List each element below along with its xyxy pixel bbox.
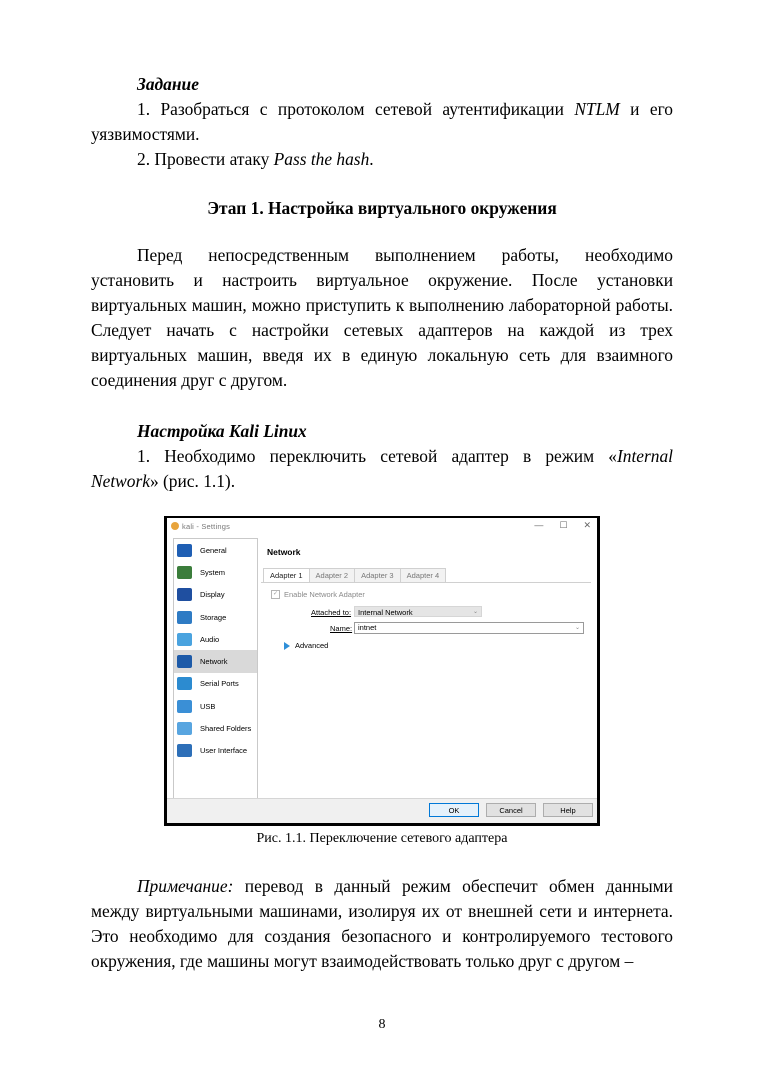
tab-adapter-1[interactable]: Adapter 1	[263, 568, 310, 583]
sidebar-item-label: USB	[200, 701, 216, 711]
sidebar-item-display[interactable]	[174, 584, 257, 606]
name-label: Name:	[330, 624, 353, 633]
task-item-2-rest: .	[369, 149, 374, 169]
minimize-icon[interactable]: —	[534, 520, 544, 530]
chevron-down-icon: ⌄	[574, 625, 580, 631]
adapter-tabs	[263, 568, 445, 582]
sidebar-item-usb[interactable]	[174, 695, 257, 717]
tab-adapter-4[interactable]: Adapter 4	[400, 568, 447, 583]
advanced-expander[interactable]	[284, 641, 328, 650]
attached-to-label: Attached to:	[311, 608, 352, 617]
advanced-label: Advanced	[295, 641, 329, 650]
help-button[interactable]: Help	[543, 803, 593, 817]
close-icon[interactable]: ✕	[583, 520, 591, 530]
sidebar-item-system[interactable]	[174, 561, 257, 583]
window-title: kali - Settings	[182, 521, 231, 531]
enable-adapter-checkbox[interactable]: ✓	[272, 591, 279, 597]
serial-ports-icon	[177, 677, 192, 690]
figure-caption: Рис. 1.1. Переключение сетевого адаптера	[256, 831, 508, 846]
task-item-1	[91, 97, 673, 147]
kali-step-1-term: Internal Network	[91, 446, 673, 491]
sidebar-item-user-interface[interactable]	[174, 740, 257, 762]
network-panel	[259, 538, 597, 799]
tab-adapter-2[interactable]: Adapter 2	[309, 568, 356, 583]
storage-icon	[177, 611, 192, 624]
attached-to-value: Internal Network	[358, 608, 413, 617]
maximize-icon[interactable]: ☐	[559, 520, 568, 530]
stage-title: Этап 1. Настройка виртуального окружения	[207, 198, 557, 218]
note-section	[91, 874, 673, 974]
task-item-2-term: Pass the hash	[273, 149, 370, 169]
adapter-panel	[261, 582, 591, 799]
task-section	[91, 72, 673, 172]
attached-to-select[interactable]	[354, 606, 482, 617]
system-icon	[177, 566, 192, 579]
window-titlebar	[167, 518, 597, 534]
kali-step-1-rest: » (рис. 1.1).	[149, 471, 236, 491]
network-icon	[177, 655, 192, 668]
sidebar-item-network[interactable]	[174, 650, 257, 672]
task-item-2-text: 2. Провести атаку	[137, 149, 274, 169]
task-item-2	[91, 147, 673, 172]
settings-sidebar	[173, 538, 258, 801]
enable-adapter-label: Enable Network Adapter	[284, 590, 365, 599]
task-heading: Задание	[137, 74, 199, 94]
task-item-1-rest: и его уязвимостями.	[91, 99, 673, 144]
sidebar-item-serial-ports[interactable]	[174, 673, 257, 695]
note-paragraph	[91, 874, 673, 974]
user-interface-icon	[177, 744, 192, 757]
sidebar-item-label: Audio	[200, 634, 220, 644]
settings-window	[167, 518, 597, 823]
sidebar-item-shared-folders[interactable]	[174, 717, 257, 739]
dialog-button-bar	[167, 798, 597, 823]
kali-heading: Настройка Kali Linux	[137, 421, 307, 441]
note-label: Примечание:	[137, 876, 234, 896]
network-name-combobox[interactable]	[354, 622, 584, 634]
task-item-1-term: NTLM	[574, 99, 620, 119]
sidebar-item-general[interactable]	[174, 539, 257, 561]
window-controls	[534, 520, 591, 531]
stage-paragraph: Перед непосредственным выполнением работы, необходимо установить и настроить виртуальное окружение. После установки виртуальных машин, можно приступить к выполнению лабораторной работы. Следует начать с настройки сетевых адаптеров на каждой из трех виртуальных машин, введя их в единую локальную сеть для взаимного соединения друг с другом.	[91, 245, 673, 390]
sidebar-item-label: System	[200, 567, 226, 577]
sidebar-item-label: Shared Folders	[200, 724, 252, 734]
sidebar-item-label: User Interface	[200, 746, 248, 756]
enable-adapter-row	[271, 590, 365, 599]
sidebar-item-label: Network	[200, 657, 228, 667]
sidebar-item-label: Display	[200, 590, 225, 600]
cancel-button[interactable]: Cancel	[486, 803, 536, 817]
chevron-down-icon: ⌄	[472, 609, 478, 615]
sidebar-item-label: Serial Ports	[200, 679, 239, 689]
kali-step-1	[91, 444, 673, 494]
virtualbox-app-icon	[171, 522, 179, 530]
sidebar-item-audio[interactable]	[174, 628, 257, 650]
note-text: перевод в данный режим обеспечит обмен данными между виртуальными машинами, изолируя их от внешней сети и интернета. Это необходимо для создания безопасного и контролируемого тестового окружения, где машины могут взаимодействовать только друг с другом –	[91, 876, 673, 971]
audio-icon	[177, 633, 192, 646]
sidebar-item-label: Storage	[200, 612, 227, 622]
general-icon	[177, 544, 192, 557]
kali-step-1-text: 1. Необходимо переключить сетевой адаптер в режим «	[137, 446, 617, 466]
shared-folders-icon	[177, 722, 192, 735]
stage-paragraph-block	[91, 243, 673, 393]
tab-adapter-3[interactable]: Adapter 3	[354, 568, 401, 583]
network-name-value: intnet	[358, 623, 377, 632]
page-number: 8	[378, 1017, 386, 1032]
sidebar-item-storage[interactable]	[174, 606, 257, 628]
sidebar-item-label: General	[200, 545, 227, 555]
usb-icon	[177, 700, 192, 713]
panel-title: Network	[267, 547, 301, 557]
expand-arrow-icon	[284, 642, 290, 650]
task-item-1-text: 1. Разобраться с протоколом сетевой аутентификации	[137, 99, 575, 119]
display-icon	[177, 588, 192, 601]
figure-virtualbox-settings	[164, 516, 600, 826]
kali-section	[91, 419, 673, 494]
ok-button[interactable]: OK	[429, 803, 479, 817]
